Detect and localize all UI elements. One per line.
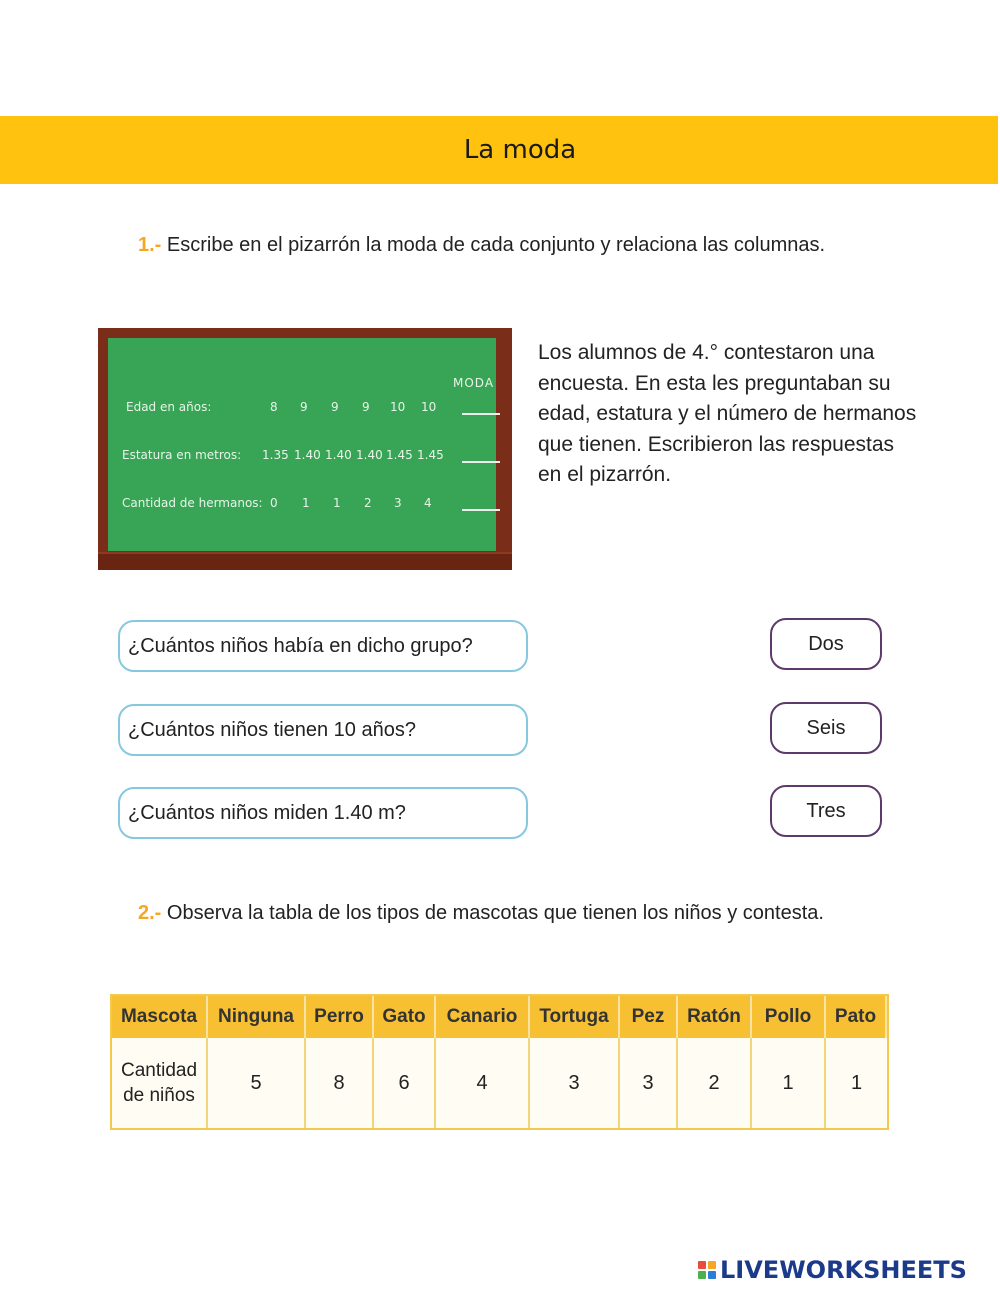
moda-header: MODA bbox=[453, 376, 495, 390]
pets-table-header: Pato bbox=[826, 996, 887, 1038]
board-row-hermanos bbox=[122, 496, 496, 518]
board-value: 10 bbox=[390, 400, 406, 414]
board-value: 1 bbox=[302, 496, 310, 510]
pets-table-cell: 8 bbox=[306, 1038, 374, 1128]
logo-square-blue bbox=[708, 1271, 716, 1279]
pets-table-row-label: Cantidad de niños bbox=[112, 1038, 208, 1128]
chalkboard-ledge bbox=[98, 552, 512, 570]
pets-table-cell: 1 bbox=[752, 1038, 826, 1128]
board-value: 9 bbox=[300, 400, 308, 414]
answer-box-3[interactable]: Tres bbox=[770, 785, 882, 837]
pets-table-cell: 6 bbox=[374, 1038, 436, 1128]
pets-table-header: Gato bbox=[374, 996, 436, 1038]
pets-table-header-row bbox=[112, 996, 887, 1038]
exercise-1-number: 1.- bbox=[138, 234, 162, 256]
pets-table-cell: 2 bbox=[678, 1038, 752, 1128]
moda-blank-hermanos[interactable] bbox=[462, 509, 500, 511]
logo-square-red bbox=[698, 1261, 706, 1269]
liveworksheets-logo bbox=[698, 1256, 967, 1284]
page-title: La moda bbox=[463, 135, 577, 165]
chalkboard-surface bbox=[108, 338, 496, 551]
board-value: 1 bbox=[333, 496, 341, 510]
exercise-2-number: 2.- bbox=[138, 902, 162, 924]
answer-box-2[interactable]: Seis bbox=[770, 702, 882, 754]
pets-table-header: Ratón bbox=[678, 996, 752, 1038]
logo-wordmark: LIVEWORKSHEETS bbox=[720, 1256, 967, 1284]
pets-table-cell: 3 bbox=[530, 1038, 620, 1128]
board-value: 1.40 bbox=[294, 448, 321, 462]
pets-table-header: Mascota bbox=[112, 996, 208, 1038]
exercise-1-instruction bbox=[138, 228, 860, 262]
board-value: 1.45 bbox=[417, 448, 444, 462]
moda-blank-edad[interactable] bbox=[462, 413, 500, 415]
board-value: 1.40 bbox=[325, 448, 352, 462]
board-value: 2 bbox=[364, 496, 372, 510]
answer-box-1[interactable]: Dos bbox=[770, 618, 882, 670]
board-row-label: Edad en años: bbox=[126, 400, 212, 414]
exercise-2-text: Observa la tabla de los tipos de mascotas que tienen los niños y contesta. bbox=[166, 902, 824, 924]
question-box-3[interactable]: ¿Cuántos niños miden 1.40 m? bbox=[118, 787, 528, 839]
survey-description: Los alumnos de 4.° contestaron una encuesta. En esta les preguntaban su edad, estatura y el número de hermanos que tienen. Escribieron las respuestas en el pizarrón. bbox=[538, 341, 917, 486]
title-banner bbox=[0, 116, 998, 184]
chalkboard bbox=[98, 328, 512, 568]
board-value: 1.35 bbox=[262, 448, 289, 462]
pets-table-cell: 5 bbox=[208, 1038, 306, 1128]
board-value: 1.40 bbox=[356, 448, 383, 462]
board-value: 3 bbox=[394, 496, 402, 510]
pets-table-cell: 3 bbox=[620, 1038, 678, 1128]
board-value: 8 bbox=[270, 400, 278, 414]
board-row-label: Estatura en metros: bbox=[122, 448, 242, 462]
pets-table-cell: 4 bbox=[436, 1038, 530, 1128]
logo-square-green bbox=[698, 1271, 706, 1279]
exercise-1-text: Escribe en el pizarrón la moda de cada conjunto y relaciona las columnas. bbox=[166, 234, 826, 256]
board-value: 10 bbox=[421, 400, 437, 414]
pets-table-header: Tortuga bbox=[530, 996, 620, 1038]
board-row-edad bbox=[126, 400, 496, 422]
question-box-1[interactable]: ¿Cuántos niños había en dicho grupo? bbox=[118, 620, 528, 672]
board-row-estatura bbox=[122, 448, 496, 470]
board-value: 9 bbox=[362, 400, 370, 414]
board-value: 4 bbox=[424, 496, 432, 510]
logo-square-orange bbox=[708, 1261, 716, 1269]
pets-table-header: Pez bbox=[620, 996, 678, 1038]
pets-table-header: Canario bbox=[436, 996, 530, 1038]
exercise-2-instruction bbox=[138, 896, 860, 930]
pets-table bbox=[110, 994, 889, 1130]
question-box-2[interactable]: ¿Cuántos niños tienen 10 años? bbox=[118, 704, 528, 756]
board-row-label: Cantidad de hermanos: bbox=[122, 496, 263, 510]
pets-table-cell: 1 bbox=[850, 1071, 863, 1094]
pets-table-data-row bbox=[112, 1038, 887, 1128]
board-value: 9 bbox=[331, 400, 339, 414]
board-value: 0 bbox=[270, 496, 278, 510]
moda-blank-estatura[interactable] bbox=[462, 461, 500, 463]
board-value: 1.45 bbox=[386, 448, 413, 462]
pets-table-header: Perro bbox=[306, 996, 374, 1038]
pets-table-header: Pollo bbox=[752, 996, 826, 1038]
liveworksheets-logo-icon bbox=[698, 1261, 716, 1279]
pets-table-header: Ninguna bbox=[208, 996, 306, 1038]
